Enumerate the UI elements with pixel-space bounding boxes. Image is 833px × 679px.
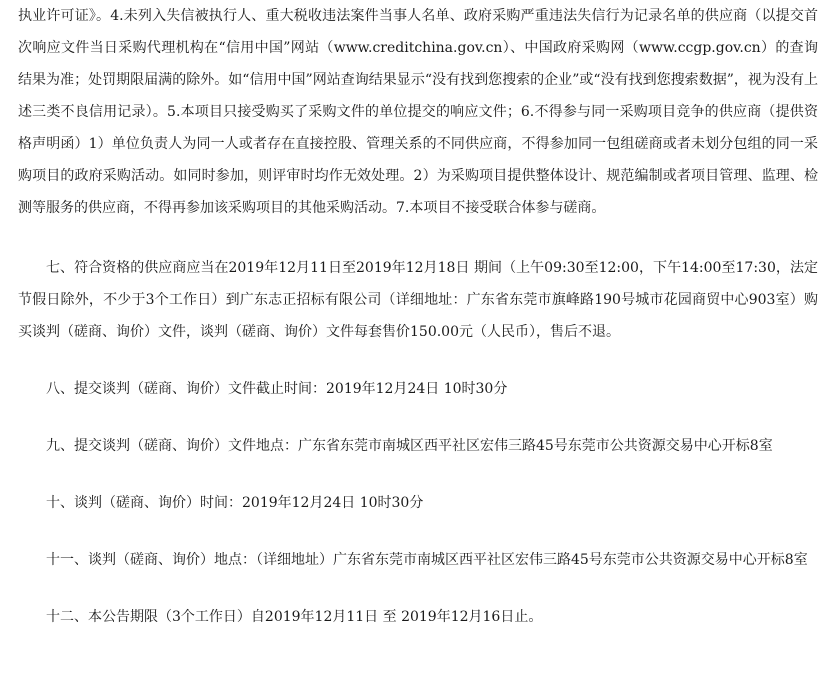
paragraph-spacer xyxy=(18,405,818,430)
paragraph-qualification-requirements: 执业许可证》。4.未列入失信被执行人、重大税收违法案件当事人名单、政府采购严重违法失信行为记录名单的供应商（以提交首次响应文件当日采购代理机构在“信用中国”网站（www.creditchina.gov.cn）、中国政府采购网（www.ccgp.gov.cn）的查询结果为准；处罚期限届满的除外。如“信用中国”网站查询结果显示“没有找到您搜索的企业”或“没有找到您搜索数据”，视为没有上述三类不良信用记录）。5.本项目只接受购买了采购文件的单位提交的响应文件；6.不得参与同一采购项目竞争的供应商（提供资格声明函）1）单位负责人为同一人或者存在直接控股、管理关系的不同供应商，不得参加同一包组磋商或者未划分包组的同一采购项目的政府采购活动。如同时参加，则评审时均作无效处理。2）为采购项目提供整体设计、规范编制或者项目管理、监理、检测等服务的供应商，不得再参加该采购项目的其他采购活动。7.本项目不接受联合体参与磋商。 xyxy=(18,8,818,216)
paragraph-spacer xyxy=(18,462,818,487)
paragraph-ten-negotiation-time: 十、谈判（磋商、询价）时间：2019年12月24日 10时30分 xyxy=(46,495,424,511)
paragraph-eleven-negotiation-location: 十一、谈判（磋商、询价）地点：（详细地址）广东省东莞市南城区西平社区宏伟三路45号东莞市公共资源交易中心开标8室 xyxy=(46,552,808,568)
paragraph-eight-submission-deadline: 八、提交谈判（磋商、询价）文件截止时间：2019年12月24日 10时30分 xyxy=(46,381,508,397)
paragraph-nine-submission-location: 九、提交谈判（磋商、询价）文件地点：广东省东莞市南城区西平社区宏伟三路45号东莞市公共资源交易中心开标8室 xyxy=(46,438,773,454)
paragraph-spacer xyxy=(18,224,818,252)
paragraph-spacer xyxy=(18,519,818,544)
document-body xyxy=(18,0,818,633)
paragraph-seven-purchase-documents: 七、符合资格的供应商应当在2019年12月11日至2019年12月18日 期间（上午09:30至12:00，下午14:00至17:30，法定节假日除外，不少于3个工作日）到广东志正招标有限公司（详细地址：广东省东莞市旗峰路190号城市花园商贸中心903室）购买谈判（磋商、询价）文件，谈判（磋商、询价）文件每套售价150.00元（人民币），售后不退。 xyxy=(18,260,818,340)
paragraph-spacer xyxy=(18,348,818,373)
paragraph-spacer xyxy=(18,576,818,601)
paragraph-twelve-notice-period: 十二、本公告期限（3个工作日）自2019年12月11日 至 2019年12月16日止。 xyxy=(46,609,543,625)
